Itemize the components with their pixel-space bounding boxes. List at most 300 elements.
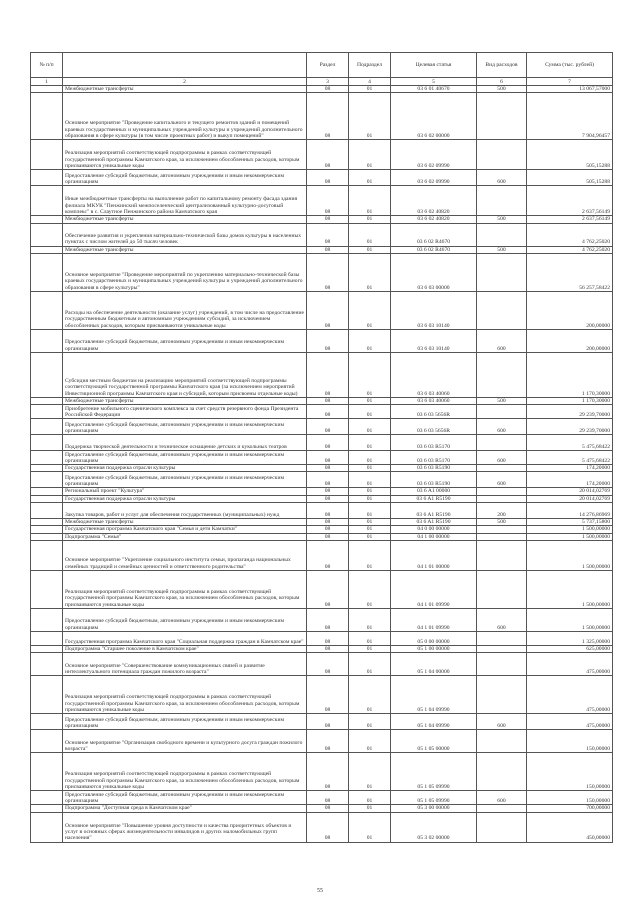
row-name-cell: Реализация мероприятий соответствующей подпрограммы в рамках соответствующей государственной программы Камчатского края, за исключением обособленных расходов, которым присваиваются уникальные коды — [63, 140, 307, 170]
row-name-cell: Предоставление субсидий бюджетным, автономным учреждениям и иным некоммерческим организациям — [63, 451, 307, 465]
col-sum-header: Сумма (тыс. рублей) — [527, 53, 613, 78]
row-vr-cell — [477, 730, 527, 753]
table-row — [31, 419, 613, 435]
row-sum-cell: 1 500,00000 — [527, 608, 613, 631]
page-number: 55 — [317, 888, 323, 894]
row-name-cell: Предоставление субсидий бюджетным, автономным учреждениям и иным некоммерческим организациям — [63, 714, 307, 730]
row-razdel-cell: 08 — [307, 631, 349, 645]
row-podrazdel-cell: 01 — [349, 805, 391, 812]
row-podrazdel-cell: 01 — [349, 291, 391, 329]
row-number-cell — [31, 246, 63, 253]
row-razdel-cell: 08 — [307, 812, 349, 842]
row-number-cell — [31, 812, 63, 842]
column-number: 3 — [307, 78, 349, 86]
row-sum-cell: 1 170,30000 — [527, 397, 613, 404]
row-podrazdel-cell: 01 — [349, 186, 391, 216]
row-name-cell: Предоставление субсидий бюджетным, автономным учреждениям и иным некоммерческим организациям — [63, 472, 307, 488]
row-csr-cell: 03 6 03 10140 — [391, 291, 477, 329]
table-row — [31, 435, 613, 451]
row-number-cell — [31, 472, 63, 488]
table-row — [31, 631, 613, 645]
row-csr-cell: 04 1 01 09990 — [391, 570, 477, 608]
row-sum-cell: 14 276,86969 — [527, 503, 613, 519]
row-sum-cell: 13 067,57000 — [527, 86, 613, 93]
row-number-cell — [31, 352, 63, 397]
table-row — [31, 519, 613, 526]
row-number-cell — [31, 435, 63, 451]
row-name-cell: Основное мероприятие "Повышение уровня доступности и качества приоритетных объектов и услуг в основных сферах жизнедеятельности инвалидов и других маломобильных групп населения" — [63, 812, 307, 842]
row-name-cell: Межбюджетные трансферты — [63, 216, 307, 223]
row-podrazdel-cell: 01 — [349, 533, 391, 540]
row-sum-cell: 150,00000 — [527, 730, 613, 753]
col-podrazdel-header: Подраздел — [349, 53, 391, 78]
table-row — [31, 540, 613, 570]
row-name-cell: Предоставление субсидий бюджетным, автономным учреждениям и иным некоммерческим организациям — [63, 329, 307, 352]
row-sum-cell: 29 239,70000 — [527, 419, 613, 435]
row-name-cell: Закупка товаров, работ и услуг для обеспечения государственных (муниципальных) нужд — [63, 503, 307, 519]
row-razdel-cell: 08 — [307, 653, 349, 676]
row-sum-cell: 174,20000 — [527, 472, 613, 488]
col-csr-header: Целевая статья — [391, 53, 477, 78]
row-name-cell: Межбюджетные трансферты — [63, 519, 307, 526]
row-sum-cell: 174,20000 — [527, 465, 613, 472]
row-number-cell — [31, 791, 63, 805]
table-row — [31, 93, 613, 140]
row-csr-cell: 03 6 03 00000 — [391, 253, 477, 291]
row-razdel-cell: 08 — [307, 253, 349, 291]
row-name-cell: Предоставление субсидий бюджетным, автономным учреждениям и иным некоммерческим организациям — [63, 791, 307, 805]
table-row — [31, 397, 613, 404]
row-csr-cell: 05 1 05 09990 — [391, 791, 477, 805]
row-number-cell — [31, 570, 63, 608]
row-csr-cell: 05 3 00 00000 — [391, 805, 477, 812]
row-razdel-cell: 08 — [307, 223, 349, 246]
row-podrazdel-cell: 01 — [349, 526, 391, 533]
row-sum-cell: 200,00000 — [527, 291, 613, 329]
row-podrazdel-cell: 01 — [349, 495, 391, 502]
row-number-cell — [31, 451, 63, 465]
column-number: 4 — [349, 78, 391, 86]
row-vr-cell: 600 — [477, 714, 527, 730]
row-name-cell: Поддержка творческой деятельности и техническое оснащение детских и кукольных театров — [63, 435, 307, 451]
row-razdel-cell: 08 — [307, 186, 349, 216]
row-csr-cell: 04 1 01 09990 — [391, 608, 477, 631]
row-name-cell: Субсидия местным бюджетам на реализацию мероприятий соответствующей подпрограммы соответствующей государственной программы Камчатского края (за исключением мероприятий Инвестиционной программы Камчатского края и субсидий, которым присвоены отдельные коды) — [63, 352, 307, 397]
row-razdel-cell: 08 — [307, 405, 349, 419]
row-vr-cell — [477, 140, 527, 170]
row-razdel-cell: 08 — [307, 419, 349, 435]
table-row — [31, 645, 613, 652]
row-csr-cell: 05 1 05 09990 — [391, 753, 477, 791]
column-number: 1 — [31, 78, 63, 86]
row-number-cell — [31, 503, 63, 519]
row-csr-cell: 05 0 00 00000 — [391, 631, 477, 645]
row-sum-cell: 29 239,70000 — [527, 405, 613, 419]
row-csr-cell: 03 6 02 40820 — [391, 186, 477, 216]
table-body — [31, 86, 613, 843]
row-podrazdel-cell: 01 — [349, 503, 391, 519]
row-razdel-cell: 08 — [307, 352, 349, 397]
table-row — [31, 246, 613, 253]
row-name-cell: Основное мероприятие "Проведение мероприятий по укреплению материально-технической базы краевых государственных и муниципальных учреждений культуры и учреждений дополнительного образования в сфере культуры" — [63, 253, 307, 291]
row-name-cell: Реализация мероприятий соответствующей подпрограммы в рамках соответствующей государственной программы Камчатского края, за исключением обособленных расходов, которым присваиваются уникальные коды — [63, 676, 307, 714]
row-csr-cell: 03 6 02 40820 — [391, 216, 477, 223]
row-sum-cell: 1 500,00000 — [527, 570, 613, 608]
row-vr-cell — [477, 526, 527, 533]
row-name-cell: Основное мероприятие "Организация свободного времени и культурного досуга граждан пожилого возраста" — [63, 730, 307, 753]
row-sum-cell: 450,00000 — [527, 812, 613, 842]
row-razdel-cell: 08 — [307, 645, 349, 652]
row-vr-cell — [477, 495, 527, 502]
row-vr-cell — [477, 435, 527, 451]
row-razdel-cell: 08 — [307, 465, 349, 472]
row-podrazdel-cell: 01 — [349, 540, 391, 570]
table-row — [31, 653, 613, 676]
table-row — [31, 465, 613, 472]
row-sum-cell: 1 170,30000 — [527, 352, 613, 397]
row-csr-cell: 05 1 04 09990 — [391, 714, 477, 730]
row-vr-cell — [477, 653, 527, 676]
row-podrazdel-cell: 01 — [349, 140, 391, 170]
row-csr-cell: 04 0 00 00000 — [391, 526, 477, 533]
row-razdel-cell: 08 — [307, 503, 349, 519]
row-razdel-cell: 08 — [307, 329, 349, 352]
row-name-cell: Основное мероприятие "Проведение капитального и текущего ремонтов зданий и помещений краевых государственных и муниципальных учреждений культуры и учреждений дополнительного образования в сфере культуры (в том числе проектных работ) и выкуп помещений" — [63, 93, 307, 140]
row-podrazdel-cell: 01 — [349, 608, 391, 631]
row-podrazdel-cell: 01 — [349, 329, 391, 352]
row-vr-cell: 600 — [477, 608, 527, 631]
row-vr-cell: 600 — [477, 451, 527, 465]
row-name-cell: Межбюджетные трансферты — [63, 397, 307, 404]
row-vr-cell — [477, 676, 527, 714]
row-vr-cell — [477, 186, 527, 216]
row-razdel-cell: 08 — [307, 93, 349, 140]
row-sum-cell: 2 637,56149 — [527, 216, 613, 223]
row-razdel-cell: 08 — [307, 791, 349, 805]
row-razdel-cell: 08 — [307, 397, 349, 404]
row-name-cell: Государственная программа Камчатского края "Социальная поддержка граждан в Камчатском крае" — [63, 631, 307, 645]
row-sum-cell: 2 637,56149 — [527, 186, 613, 216]
row-name-cell: Основное мероприятие "Укрепление социального института семьи, пропаганда национальных семейных традиций и семейных ценностей и ответственного родительства" — [63, 540, 307, 570]
row-csr-cell: 03 6 03 R5170 — [391, 451, 477, 465]
row-podrazdel-cell: 01 — [349, 86, 391, 93]
row-razdel-cell: 08 — [307, 753, 349, 791]
row-razdel-cell: 08 — [307, 451, 349, 465]
row-csr-cell: 03 6 03 10140 — [391, 329, 477, 352]
row-razdel-cell: 08 — [307, 86, 349, 93]
row-podrazdel-cell: 01 — [349, 352, 391, 397]
row-vr-cell: 500 — [477, 246, 527, 253]
row-razdel-cell: 08 — [307, 495, 349, 502]
row-podrazdel-cell: 01 — [349, 645, 391, 652]
row-podrazdel-cell: 01 — [349, 730, 391, 753]
table-row — [31, 753, 613, 791]
row-name-cell: Предоставление субсидий бюджетным, автономным учреждениям и иным некоммерческим организациям — [63, 170, 307, 186]
row-csr-cell: 03 6 02 R4670 — [391, 246, 477, 253]
row-vr-cell — [477, 465, 527, 472]
row-name-cell: Государственная программа Камчатского края "Семья и дети Камчатки" — [63, 526, 307, 533]
row-sum-cell: 5 737,15800 — [527, 519, 613, 526]
row-name-cell: Реализация мероприятий соответствующей подпрограммы в рамках соответствующей государственной программы Камчатского края, за исключением обособленных расходов, которым присваиваются уникальные коды — [63, 753, 307, 791]
row-csr-cell: 03 6 03 R5190 — [391, 465, 477, 472]
row-csr-cell: 03 6 A1 R5190 — [391, 503, 477, 519]
row-vr-cell: 500 — [477, 397, 527, 404]
row-sum-cell: 625,00000 — [527, 645, 613, 652]
row-vr-cell — [477, 645, 527, 652]
row-razdel-cell: 08 — [307, 608, 349, 631]
row-number-cell — [31, 631, 63, 645]
row-razdel-cell: 08 — [307, 533, 349, 540]
row-podrazdel-cell: 01 — [349, 435, 391, 451]
row-razdel-cell: 08 — [307, 216, 349, 223]
row-podrazdel-cell: 01 — [349, 451, 391, 465]
row-csr-cell: 03 6 03 40060 — [391, 397, 477, 404]
row-number-cell — [31, 526, 63, 533]
row-vr-cell — [477, 533, 527, 540]
table-row — [31, 714, 613, 730]
row-name-cell: Расходы на обеспечение деятельности (оказание услуг) учреждений, в том числе на предоставление государственным бюджетным и автономным учреждениям субсидий, за исключением обособленных расходов, которым присваиваются уникальные коды — [63, 291, 307, 329]
table-row — [31, 730, 613, 753]
row-vr-cell: 600 — [477, 791, 527, 805]
row-vr-cell: 600 — [477, 329, 527, 352]
table-row — [31, 503, 613, 519]
row-csr-cell: 05 1 00 00000 — [391, 645, 477, 652]
row-vr-cell — [477, 488, 527, 495]
row-podrazdel-cell: 01 — [349, 223, 391, 246]
row-csr-cell: 05 3 02 00000 — [391, 812, 477, 842]
row-razdel-cell: 08 — [307, 170, 349, 186]
row-vr-cell — [477, 93, 527, 140]
row-podrazdel-cell: 01 — [349, 791, 391, 805]
table-row — [31, 805, 613, 812]
row-number-cell — [31, 533, 63, 540]
row-razdel-cell: 08 — [307, 526, 349, 533]
row-razdel-cell: 08 — [307, 730, 349, 753]
column-number: 7 — [527, 78, 613, 86]
row-number-cell — [31, 93, 63, 140]
row-number-cell — [31, 714, 63, 730]
table-row — [31, 352, 613, 397]
row-vr-cell: 200 — [477, 503, 527, 519]
table-row — [31, 488, 613, 495]
row-sum-cell: 475,00000 — [527, 676, 613, 714]
row-podrazdel-cell: 01 — [349, 488, 391, 495]
row-name-cell: Подпрограмма "Доступная среда в Камчатском крае" — [63, 805, 307, 812]
column-number: 5 — [391, 78, 477, 86]
col-num-header: № п/п — [31, 53, 63, 78]
row-number-cell — [31, 140, 63, 170]
row-sum-cell: 1 500,00000 — [527, 540, 613, 570]
row-sum-cell: 505,15288 — [527, 170, 613, 186]
row-vr-cell — [477, 291, 527, 329]
row-csr-cell: 05 1 04 09990 — [391, 676, 477, 714]
column-number: 2 — [63, 78, 307, 86]
row-sum-cell: 56 257,58422 — [527, 253, 613, 291]
row-razdel-cell: 08 — [307, 570, 349, 608]
row-sum-cell: 200,00000 — [527, 329, 613, 352]
row-number-cell — [31, 653, 63, 676]
col-name-header — [63, 53, 307, 78]
row-vr-cell — [477, 253, 527, 291]
row-number-cell — [31, 608, 63, 631]
row-vr-cell: 600 — [477, 419, 527, 435]
row-podrazdel-cell: 01 — [349, 570, 391, 608]
table-header-row — [31, 53, 613, 78]
row-csr-cell: 03 6 A1 R5190 — [391, 495, 477, 502]
row-sum-cell: 150,00000 — [527, 753, 613, 791]
row-number-cell — [31, 495, 63, 502]
row-podrazdel-cell: 01 — [349, 676, 391, 714]
row-vr-cell: 500 — [477, 86, 527, 93]
table-row — [31, 253, 613, 291]
row-sum-cell: 1 500,00000 — [527, 533, 613, 540]
row-number-cell — [31, 86, 63, 93]
row-podrazdel-cell: 01 — [349, 519, 391, 526]
row-vr-cell: 600 — [477, 472, 527, 488]
table-row — [31, 186, 613, 216]
row-name-cell: Подпрограмма "Старшее поколение в Камчатском крае" — [63, 645, 307, 652]
row-sum-cell: 7 904,96457 — [527, 93, 613, 140]
row-vr-cell: 500 — [477, 519, 527, 526]
row-name-cell: Предоставление субсидий бюджетным, автономным учреждениям и иным некоммерческим организациям — [63, 419, 307, 435]
row-number-cell — [31, 291, 63, 329]
row-number-cell — [31, 170, 63, 186]
row-razdel-cell: 08 — [307, 540, 349, 570]
row-sum-cell: 20 014,02769 — [527, 488, 613, 495]
row-podrazdel-cell: 01 — [349, 253, 391, 291]
row-razdel-cell: 08 — [307, 435, 349, 451]
budget-table-sheet — [30, 52, 612, 843]
row-razdel-cell: 08 — [307, 488, 349, 495]
row-razdel-cell: 08 — [307, 519, 349, 526]
row-name-cell: Подпрограмма "Семья" — [63, 533, 307, 540]
row-podrazdel-cell: 01 — [349, 714, 391, 730]
row-sum-cell: 5 475,68422 — [527, 451, 613, 465]
row-name-cell: Обеспечение развития и укрепления материально-технической базы домов культуры в населенных пунктах с числом жителей до 50 тысяч человек — [63, 223, 307, 246]
row-razdel-cell: 08 — [307, 472, 349, 488]
row-vr-cell — [477, 352, 527, 397]
row-name-cell: Реализация мероприятий соответствующей подпрограммы в рамках соответствующей государственной программы Камчатского края, за исключением обособленных расходов, которым присваиваются уникальные коды — [63, 570, 307, 608]
table-row — [31, 526, 613, 533]
row-podrazdel-cell: 01 — [349, 397, 391, 404]
table-row — [31, 170, 613, 186]
table-row — [31, 405, 613, 419]
row-csr-cell: 05 1 04 00000 — [391, 653, 477, 676]
row-number-cell — [31, 540, 63, 570]
row-sum-cell: 700,00000 — [527, 805, 613, 812]
row-razdel-cell: 08 — [307, 714, 349, 730]
row-sum-cell: 475,00000 — [527, 653, 613, 676]
row-name-cell: Государственная поддержка отрасли культуры — [63, 495, 307, 502]
row-number-cell — [31, 730, 63, 753]
row-podrazdel-cell: 01 — [349, 753, 391, 791]
row-vr-cell: 600 — [477, 170, 527, 186]
row-podrazdel-cell: 01 — [349, 631, 391, 645]
row-name-cell: Основное мероприятие "Совершенствование коммуникационных связей и развитие интеллектуального потенциала граждан пожилого возраста" — [63, 653, 307, 676]
row-name-cell: Межбюджетные трансферты — [63, 246, 307, 253]
row-podrazdel-cell: 01 — [349, 472, 391, 488]
row-sum-cell: 505,15288 — [527, 140, 613, 170]
row-number-cell — [31, 805, 63, 812]
row-vr-cell — [477, 570, 527, 608]
row-podrazdel-cell: 01 — [349, 653, 391, 676]
row-number-cell — [31, 253, 63, 291]
table-row — [31, 812, 613, 842]
row-razdel-cell: 08 — [307, 291, 349, 329]
budget-table — [30, 52, 613, 843]
row-csr-cell: 03 6 02 09990 — [391, 170, 477, 186]
col-razdel-header: Раздел — [307, 53, 349, 78]
row-csr-cell: 03 6 02 00000 — [391, 93, 477, 140]
col-vr-header: Вид расходов — [477, 53, 527, 78]
row-number-cell — [31, 397, 63, 404]
row-vr-cell — [477, 540, 527, 570]
row-number-cell — [31, 223, 63, 246]
row-vr-cell: 500 — [477, 216, 527, 223]
row-csr-cell: 04 1 01 00000 — [391, 540, 477, 570]
row-podrazdel-cell: 01 — [349, 246, 391, 253]
row-sum-cell: 475,00000 — [527, 714, 613, 730]
row-podrazdel-cell: 01 — [349, 405, 391, 419]
table-row — [31, 472, 613, 488]
table-row — [31, 216, 613, 223]
row-number-cell — [31, 645, 63, 652]
row-sum-cell: 4 762,25020 — [527, 246, 613, 253]
row-podrazdel-cell: 01 — [349, 465, 391, 472]
row-number-cell — [31, 405, 63, 419]
row-vr-cell — [477, 223, 527, 246]
column-number-row — [31, 78, 613, 86]
row-csr-cell: 03 6 A1 R5190 — [391, 519, 477, 526]
row-name-cell: Межбюджетные трансферты — [63, 86, 307, 93]
row-sum-cell: 150,00000 — [527, 791, 613, 805]
column-number: 6 — [477, 78, 527, 86]
row-csr-cell: 04 1 00 00000 — [391, 533, 477, 540]
row-csr-cell: 03 6 03 R5190 — [391, 472, 477, 488]
row-sum-cell: 4 762,25020 — [527, 223, 613, 246]
row-csr-cell: 03 6 03 40060 — [391, 352, 477, 397]
row-csr-cell: 03 6 A1 00000 — [391, 488, 477, 495]
row-sum-cell: 1 500,00000 — [527, 526, 613, 533]
table-row — [31, 791, 613, 805]
row-name-cell: Региональный проект "Культура" — [63, 488, 307, 495]
row-number-cell — [31, 419, 63, 435]
row-csr-cell: 03 6 02 R4670 — [391, 223, 477, 246]
table-row — [31, 570, 613, 608]
row-name-cell: Иные межбюджетные трансферты на выполнение работ по капитальному ремонту фасада здания филиала МКУК "Пенжинский межпоселенческий централизованный культурно-досуговый комплекс" в с. Слаутное Пенжинского района Камчатского края — [63, 186, 307, 216]
row-vr-cell — [477, 805, 527, 812]
row-csr-cell: 03 6 03 5656R — [391, 405, 477, 419]
row-number-cell — [31, 216, 63, 223]
row-csr-cell: 03 6 01 40670 — [391, 86, 477, 93]
row-number-cell — [31, 488, 63, 495]
row-number-cell — [31, 329, 63, 352]
row-csr-cell: 03 6 02 09990 — [391, 140, 477, 170]
table-row — [31, 533, 613, 540]
table-row — [31, 291, 613, 329]
row-sum-cell: 20 014,02769 — [527, 495, 613, 502]
row-podrazdel-cell: 01 — [349, 216, 391, 223]
row-name-cell: Государственная поддержка отрасли культуры — [63, 465, 307, 472]
row-vr-cell — [477, 812, 527, 842]
table-row — [31, 223, 613, 246]
table-row — [31, 676, 613, 714]
row-number-cell — [31, 519, 63, 526]
row-razdel-cell: 08 — [307, 140, 349, 170]
row-razdel-cell: 08 — [307, 676, 349, 714]
table-row — [31, 451, 613, 465]
row-podrazdel-cell: 01 — [349, 419, 391, 435]
